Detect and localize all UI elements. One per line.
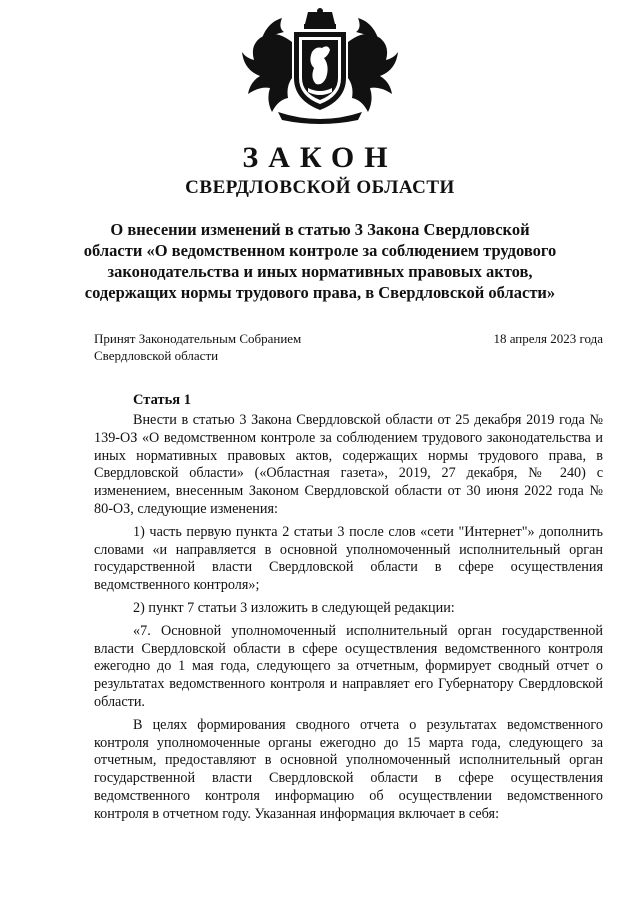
paragraph: В целях формирования сводного отчета о результатах ведомственного контроля уполномоченные органы ежегодно до 15 марта года, следующего за отчетным, предоставляют в основной уполномоченный исполнительный орган государственной власти Свердловской области в сфере осуществления ведомственного контроля информацию об осуществлении ведомственного контроля в отчетном году. Указанная информация включает в себя:: [94, 716, 603, 822]
law-subject: О внесении изменений в статью 3 Закона Свердловской области «О ведомственном контроле за соблюдением трудового законодательства и иных нормативных правовых актов, содержащих нормы трудового права, в Свердловской области»: [83, 220, 557, 302]
article-body: [94, 412, 603, 829]
paragraph: 1) часть первую пункта 2 статьи 3 после слов «сети "Интернет"» дополнить словами «и направляется в основной уполномоченный исполнительный орган государственной власти Свердловской области в сфере осуществления ведомственного контроля»;: [94, 523, 603, 594]
paragraph: Внести в статью 3 Закона Свердловской области от 25 декабря 2019 года № 139-ОЗ «О ведомственном контроле за соблюдением трудового законодательства и иных нормативных правовых актов, содержащих нормы трудового права, в Свердловской области» («Областная газета», 2019, 27 декабря, № 240) с изменением, внесенным Законом Свердловской области от 30 июня 2022 года № 80-ОЗ, следующие изменения:: [94, 412, 603, 517]
paragraph: «7. Основной уполномоченный исполнительный орган государственной власти Свердловской области в сфере осуществления ведомственного контроля ежегодно до 1 мая года, следующего за отчетным, формирует сводный отчет о результатах ведомственного контроля и направляет его Губернатору Свердловской области.: [94, 622, 603, 710]
article-heading: Статья 1: [133, 392, 191, 408]
adopted-date: 18 апреля 2023 года: [493, 331, 603, 346]
coat-of-arms-icon: [238, 8, 402, 126]
region-title: СВЕРДЛОВСКОЙ ОБЛАСТИ: [185, 177, 455, 198]
law-title: ЗАКОН: [242, 141, 398, 174]
paragraph: 2) пункт 7 статьи 3 изложить в следующей редакции:: [133, 599, 455, 616]
adopted-by: Принят Законодательным Собранием Свердловской области: [94, 331, 302, 363]
